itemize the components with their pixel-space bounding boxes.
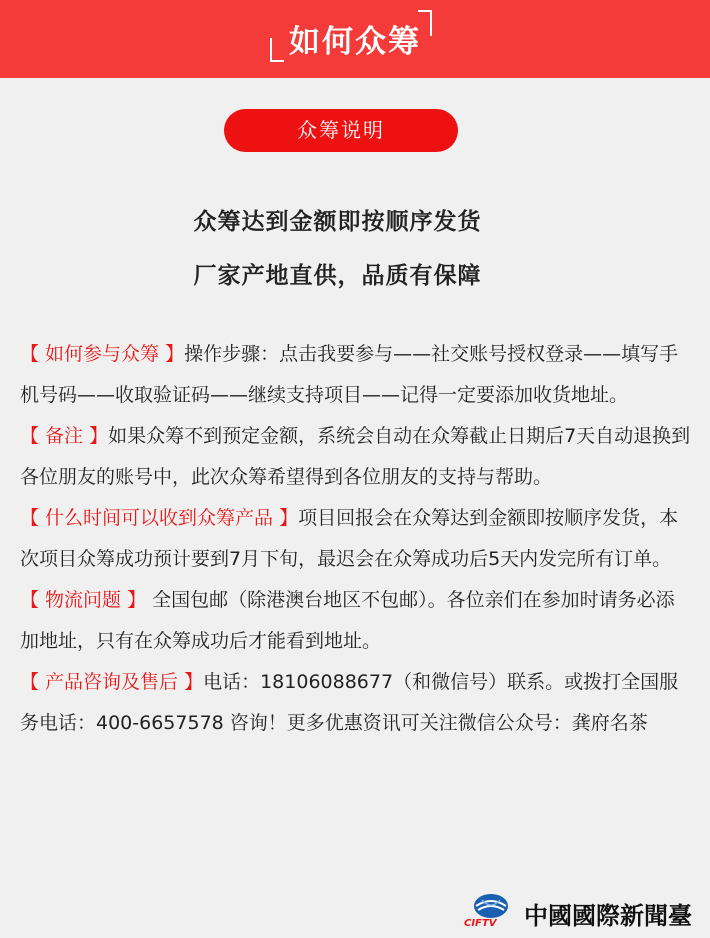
crowdfunding-info-badge: 众筹说明: [224, 109, 458, 152]
section-text: 项目回报会在众筹达到金额即按顺序发货，本次项目众筹成功预计要到7月下旬，最迟会在众筹成功后5天内发完所有订单。: [20, 507, 679, 570]
cift-name: 中國國際新聞臺: [524, 902, 692, 930]
headline-quality: 厂家产地直供，品质有保障: [193, 263, 482, 289]
cift-watermark-logo: [462, 890, 708, 936]
section-logistics: [20, 580, 692, 662]
section-text: 全国包邮（除港澳台地区不包邮）。各位亲们在参加时请务必添加地址，只有在众筹成功后才能看到地址。: [20, 589, 675, 652]
cift-abbreviation: CIFTV: [464, 918, 497, 929]
section-text: 电话：18106088677（和微信号）联系。或拨打全国服务电话：400-6657578 咨询！更多优惠资讯可关注微信公众号：龚府名茶: [20, 671, 679, 734]
section-text: 操作步骤：点击我要参与——社交账号授权登录——填写手机号码——收取验证码——继续支持项目——记得一定要添加收货地址。: [20, 343, 679, 406]
cift-globe-icon: [462, 890, 520, 936]
section-label: 【 物流问题 】: [20, 589, 147, 611]
headline-shipping: 众筹达到金额即按顺序发货: [193, 209, 482, 235]
section-label: 【 备注 】: [20, 425, 109, 447]
page-title: 如何众筹: [289, 24, 421, 60]
section-how-to-join: [20, 334, 692, 416]
section-text: 如果众筹不到预定金额，系统会自动在众筹截止日期后7天自动退换到各位朋友的账号中，此次众筹希望得到各位朋友的支持与帮助。: [20, 425, 691, 488]
section-label: 【 如何参与众筹 】: [20, 343, 185, 365]
header-banner: [0, 0, 710, 78]
info-body: [20, 334, 692, 744]
section-support: [20, 662, 692, 744]
section-note: [20, 416, 692, 498]
section-label: 【 产品咨询及售后 】: [20, 671, 204, 693]
section-delivery-time: [20, 498, 692, 580]
section-label: 【 什么时间可以收到众筹产品 】: [20, 507, 299, 529]
